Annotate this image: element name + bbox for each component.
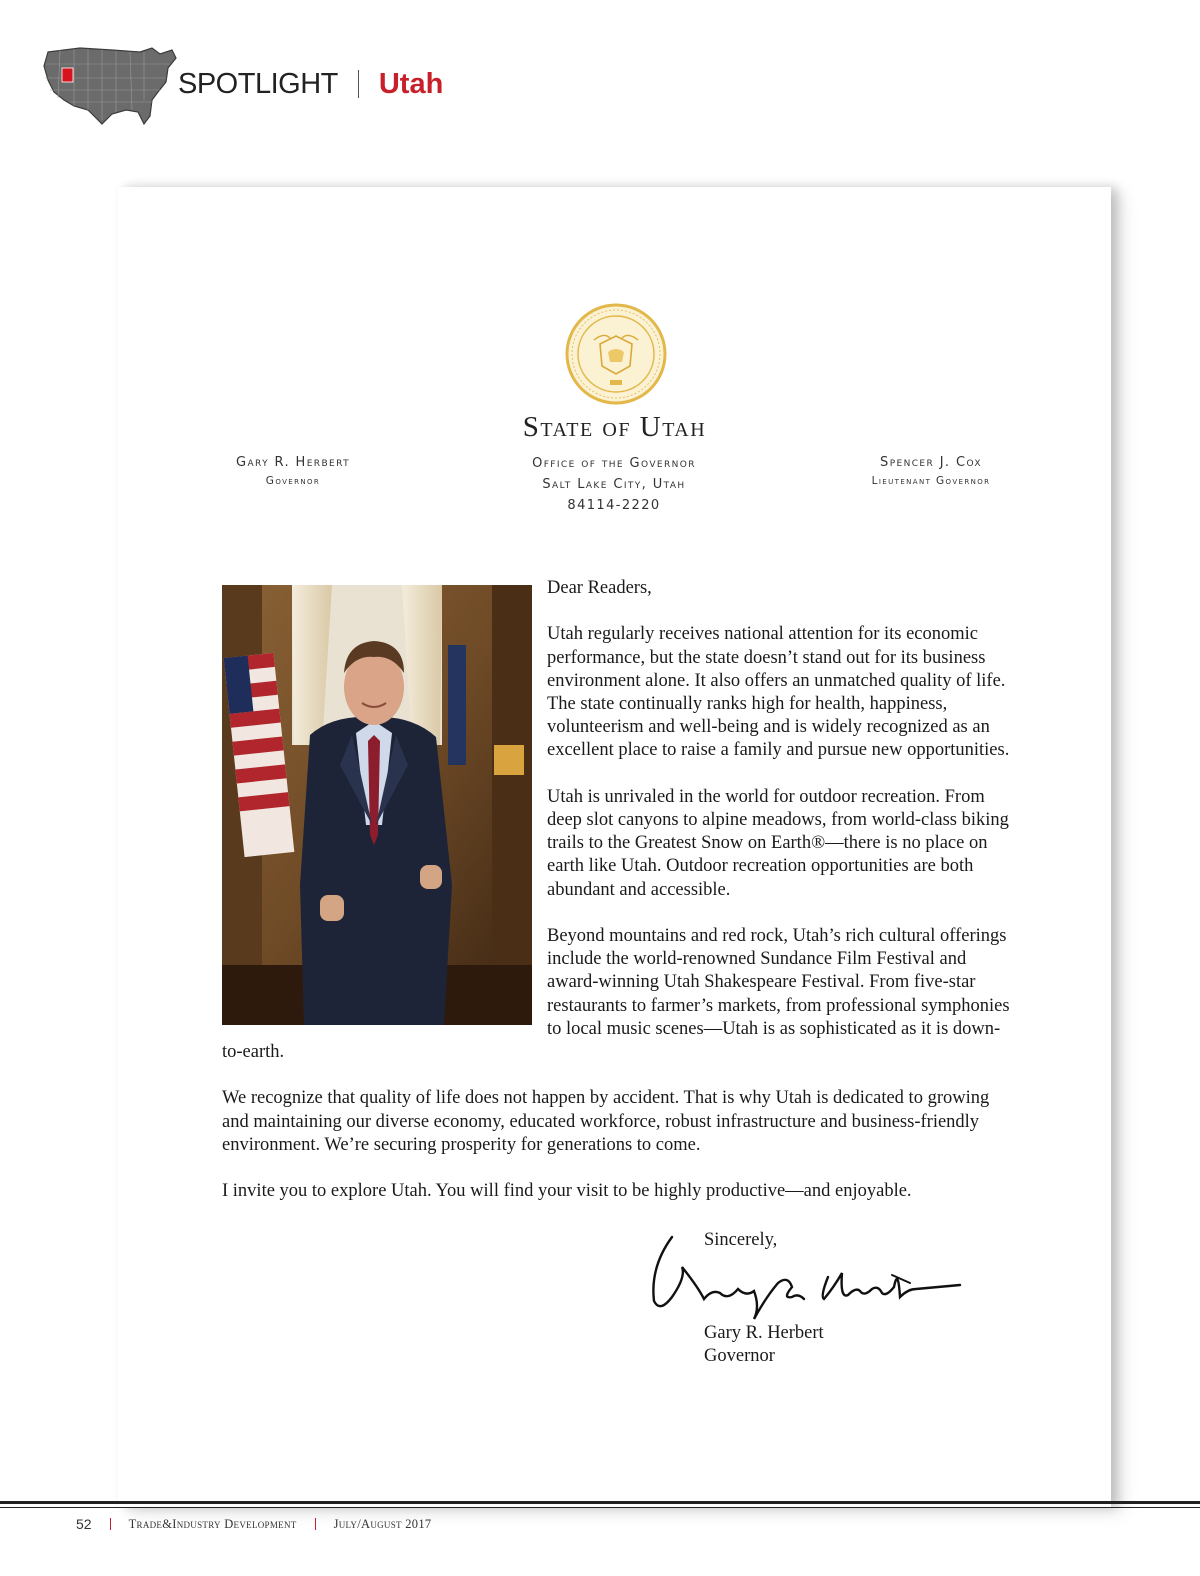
office-name: Office of the Governor [532, 456, 696, 471]
state-name: Utah [378, 67, 444, 100]
us-map-icon [40, 40, 180, 132]
paragraph-2: Utah is unrivaled in the world for outdoor recreation. From deep slot canyons to alpine meadows, from world-class biking trails to the Greatest Snow on Earth®—there is no place on earth like Utah. Outdoor recreation opportunities are both abundant and accessible. [547, 786, 1009, 900]
section-label: SPOTLIGHT [178, 67, 338, 100]
office-zip: 84114-2220 [567, 498, 661, 513]
great-seal-icon [564, 302, 668, 406]
signer-block [704, 1322, 1004, 1368]
page-footer [76, 1512, 431, 1536]
governor-title: Governor [265, 475, 321, 487]
letterhead-title: State of Utah [522, 411, 707, 443]
paragraph-1: Utah regularly receives national attention for its economic performance, but the state doesn’t stand out for its business environment alone. It also offers an unmatched quality of life. The state continually ranks high for health, happiness, volunteerism and well-being and is widely recognized as an excellent place to raise a family and pursue new opportunities. [547, 624, 1010, 761]
publication-name: Trade&Industry Development [128, 1516, 297, 1531]
paragraph-4: We recognize that quality of life does not happen by accident. That is why Utah is dedicated to growing and maintaining our diverse economy, educated workforce, robust infrastructure and business-friendly environment. We’re securing prosperity for generations to come. [222, 1088, 990, 1155]
signer-title: Governor [704, 1346, 775, 1366]
photo-spacer [222, 577, 547, 1035]
governor-name: Gary R. Herbert [235, 455, 351, 470]
page-number: 52 [76, 1516, 92, 1532]
handwritten-signature [642, 1227, 962, 1327]
governor-letter [118, 187, 1111, 1507]
paragraph-5: I invite you to explore Utah. You will find your visit to be highly productive—and enjoyable. [222, 1181, 912, 1202]
section-header [40, 40, 640, 140]
footer-divider [315, 1518, 316, 1530]
signer-name: Gary R. Herbert [704, 1323, 824, 1343]
closing: Sincerely, [704, 1230, 778, 1250]
issue-date: July/August 2017 [333, 1516, 432, 1531]
spotlight-title [178, 64, 443, 104]
letter-body [222, 577, 1012, 1227]
title-divider [358, 70, 359, 98]
footer-rule [0, 1501, 1200, 1504]
footer-divider [110, 1518, 111, 1530]
salutation: Dear Readers, [547, 578, 652, 598]
lt-governor-name: Spencer J. Cox [880, 455, 982, 470]
office-city: Salt Lake City, Utah [542, 477, 686, 492]
footer-rule-thin [0, 1507, 1200, 1508]
lt-governor-block [818, 453, 1044, 490]
lt-governor-title: Lieutenant Governor [871, 475, 991, 487]
office-address [464, 453, 764, 516]
paragraph-3: Beyond mountains and red rock, Utah’s rich cultural offerings include the world-renowned Sundance Film Festival and award-winning Utah Shakespeare Festival. From five-star restaurants to farmer’s markets, from professional symphonies to local music scenes—Utah is as sophisticated as it is down-to-earth. [222, 926, 1010, 1063]
governor-block [178, 453, 408, 490]
